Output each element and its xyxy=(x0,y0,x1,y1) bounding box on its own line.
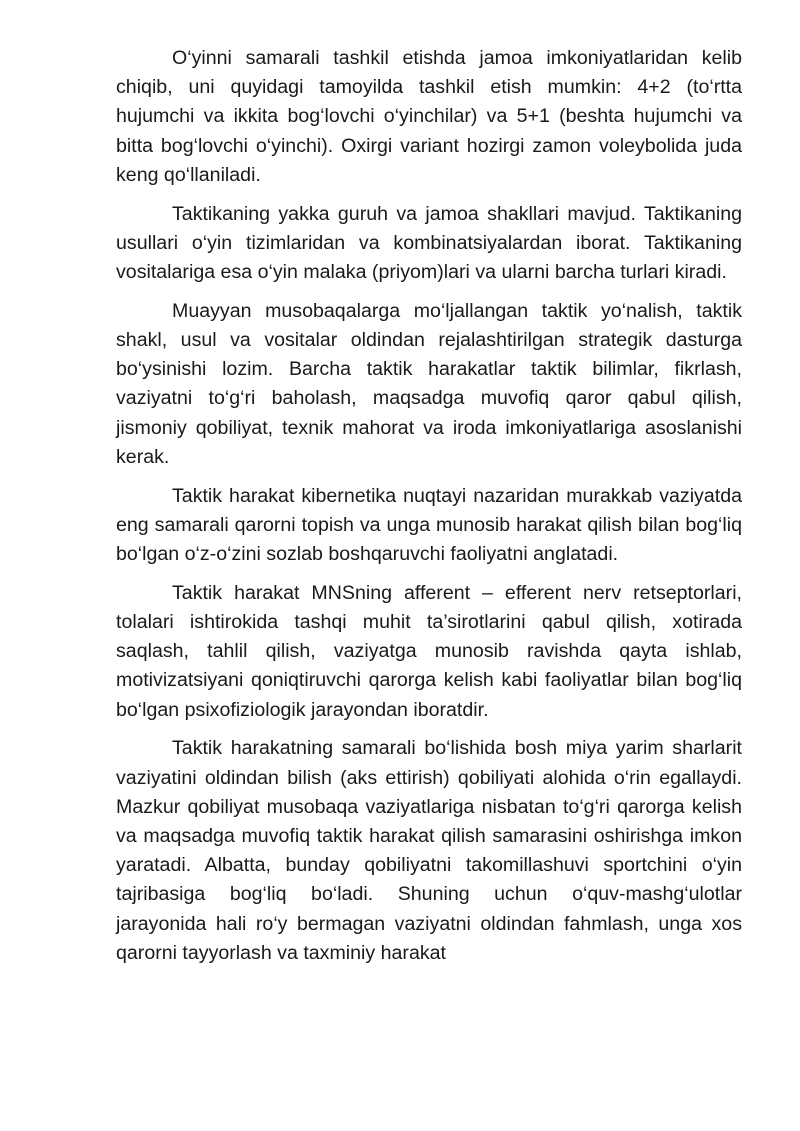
paragraph: Taktik harakatning samarali bo‘lishida bosh miya yarim sharlarit vaziyatini oldindan bilish (aks ettirish) qobiliyati alohida o‘rin egallaydi. Mazkur qobiliyat musobaqa vaziyatlariga nisbatan to‘g‘ri qarorga kelish va maqsadga muvofiq taktik harakat qilish samarasini oshirishga imkon yaratadi. Albatta, bunday qobiliyatni takomillashuvi sportchini o‘yin tajribasiga bog‘liq bo‘ladi. Shuning uchun o‘quv-mashg‘ulotlar jarayonida hali ro‘y bermagan vaziyatni oldindan fahmlash, unga xos qarorni tayyorlash va taxminiy harakat xyxy=(116,737,742,964)
paragraph: Taktik harakat kibernetika nuqtayi nazaridan murakkab vaziyatda eng samarali qarorni topish va unga munosib harakat qilish bilan bog‘liq bo‘lgan o‘z-o‘zini sozlab boshqaruvchi faoliyatni anglatadi. xyxy=(116,484,742,566)
paragraph: Taktik harakat MNSning afferent – efferent nerv retseptorlari, tolalari ishtirokida tashqi muhit ta’sirotlarini qabul qilish, xotirada saqlash, tahlil qilish, vaziyatga munosib ravishda qayta ishlab, motivizatsiyani qoniqtiruvchi qarorga kelish kabi faoliyatlar bilan bog‘liq bo‘lgan psixofiziologik jarayondan iboratdir. xyxy=(116,581,742,721)
paragraph: Muayyan musobaqalarga mo‘ljallangan taktik yo‘nalish, taktik shakl, usul va vositalar oldindan rejalashtirilgan strategik dasturga bo‘ysinishi lozim. Barcha taktik harakatlar taktik bilimlar, fikrlash, vaziyatni to‘g‘ri baholash, maqsadga muvofiq qaror qabul qilish, jismoniy qobiliyat, texnik mahorat va iroda imkoniyatlariga asoslanishi kerak. xyxy=(116,299,742,468)
paragraph: O‘yinni samarali tashkil etishda jamoa imkoniyatlaridan kelib chiqib, uni quyidagi tamoyilda tashkil etish mumkin: 4+2 (to‘rtta hujumchi va ikkita bog‘lovchi o‘yinchilar) va 5+1 (beshta hujumchi va bitta bog‘lovchi o‘yinchi). Oxirgi variant hozirgi zamon voleybolida juda keng qo‘llaniladi. xyxy=(116,47,742,186)
document-page xyxy=(116,44,742,978)
paragraph: Taktikaning yakka guruh va jamoa shakllari mavjud. Taktikaning usullari o‘yin tizimlaridan va kombinatsiyalardan iborat. Taktikaning vositalariga esa o‘yin malaka (priyom)lari va ularni barcha turlari kiradi. xyxy=(116,202,742,284)
